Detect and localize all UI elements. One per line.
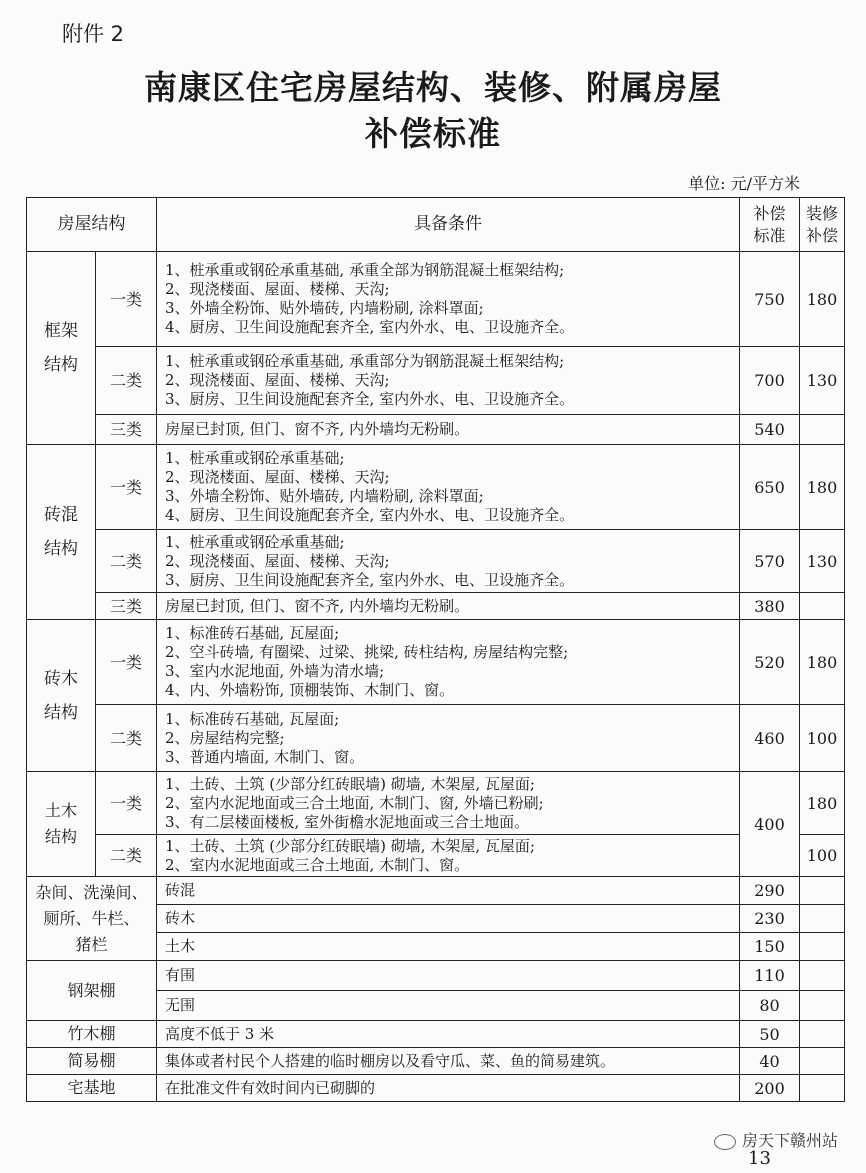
table-row xyxy=(27,961,845,991)
class-label: 二类 xyxy=(96,705,157,772)
decoration-value-empty xyxy=(800,1021,845,1048)
decoration-value: 180 xyxy=(800,772,845,835)
category-brick-wood: 砖木 结构 xyxy=(27,620,96,772)
decoration-value-empty xyxy=(800,991,845,1021)
table-row xyxy=(27,1048,845,1075)
category-simple-shed: 简易棚 xyxy=(27,1048,157,1075)
conditions-cell: 1、桩承重或钢砼承重基础, 承重全部为钢筋混凝土框架结构; 2、现浇楼面、屋面、楼梯、天沟; 3、外墙全粉饰、贴外墙砖, 内墙粉刷, 涂料罩面; 4、厨房、卫生间设施配套齐全, 室内外水、电、卫设施齐全。 xyxy=(157,252,740,347)
conditions-cell: 房屋已封顶, 但门、窗不齐, 内外墙均无粉刷。 xyxy=(157,415,740,445)
conditions-cell: 1、标准砖石基础, 瓦屋面; 2、房屋结构完整; 3、普通内墙面, 木制门、窗。 xyxy=(157,705,740,772)
decoration-value-empty xyxy=(800,1048,845,1075)
decoration-value: 180 xyxy=(800,620,845,705)
compensation-value: 200 xyxy=(740,1075,800,1102)
category-auxiliary: 杂间、洗澡间、 厕所、牛栏、 猪栏 xyxy=(27,877,157,961)
category-frame: 框架 结构 xyxy=(27,252,96,445)
decoration-value: 130 xyxy=(800,347,845,415)
conditions-cell: 砖木 xyxy=(157,905,740,933)
decoration-value: 100 xyxy=(800,705,845,772)
compensation-value: 150 xyxy=(740,933,800,961)
conditions-cell: 有围 xyxy=(157,961,740,991)
table-row xyxy=(27,445,845,530)
class-label: 三类 xyxy=(96,593,157,620)
decoration-value-empty xyxy=(800,961,845,991)
compensation-table xyxy=(26,197,845,1102)
header-conditions: 具备条件 xyxy=(157,198,740,252)
compensation-value: 230 xyxy=(740,905,800,933)
compensation-value: 520 xyxy=(740,620,800,705)
conditions-cell: 在批准文件有效时间内已砌脚的 xyxy=(157,1075,740,1102)
class-label: 一类 xyxy=(96,772,157,835)
compensation-value: 460 xyxy=(740,705,800,772)
class-label: 二类 xyxy=(96,835,157,877)
conditions-cell: 房屋已封顶, 但门、窗不齐, 内外墙均无粉刷。 xyxy=(157,593,740,620)
compensation-value: 80 xyxy=(740,991,800,1021)
compensation-value: 750 xyxy=(740,252,800,347)
conditions-cell: 高度不低于 3 米 xyxy=(157,1021,740,1048)
decoration-value: 180 xyxy=(800,445,845,530)
compensation-value: 570 xyxy=(740,530,800,593)
class-label: 二类 xyxy=(96,530,157,593)
table-row xyxy=(27,530,845,593)
decoration-value-empty xyxy=(800,593,845,620)
attachment-label: 附件 2 xyxy=(62,22,125,46)
header-compensation: 补偿 标准 xyxy=(740,198,800,252)
table-row xyxy=(27,877,845,905)
conditions-cell: 集体或者村民个人搭建的临时棚房以及看守瓜、菜、鱼的简易建筑。 xyxy=(157,1048,740,1075)
compensation-value: 380 xyxy=(740,593,800,620)
table-row xyxy=(27,705,845,772)
header-structure: 房屋结构 xyxy=(27,198,157,252)
compensation-value: 650 xyxy=(740,445,800,530)
decoration-value-empty xyxy=(800,877,845,905)
conditions-cell: 无围 xyxy=(157,991,740,1021)
document-title-line2: 补偿标准 xyxy=(365,114,501,153)
compensation-value: 700 xyxy=(740,347,800,415)
decoration-value: 130 xyxy=(800,530,845,593)
header-decoration: 装修 补偿 xyxy=(800,198,845,252)
compensation-value: 540 xyxy=(740,415,800,445)
table-row xyxy=(27,620,845,705)
class-label: 一类 xyxy=(96,620,157,705)
table-row xyxy=(27,835,845,877)
table-row xyxy=(27,415,845,445)
conditions-cell: 土木 xyxy=(157,933,740,961)
table-row xyxy=(27,347,845,415)
table-row xyxy=(27,1021,845,1048)
compensation-value: 40 xyxy=(740,1048,800,1075)
document-title: 南康区住宅房屋结构、装修、附属房屋 xyxy=(144,68,722,107)
unit-label: 单位: 元/平方米 xyxy=(688,174,800,193)
category-earth-wood: 土木 结构 xyxy=(27,772,96,877)
table-row xyxy=(27,593,845,620)
category-bamboo-shed: 竹木棚 xyxy=(27,1021,157,1048)
table-row xyxy=(27,772,845,835)
decoration-value-empty xyxy=(800,1075,845,1102)
decoration-value-empty xyxy=(800,415,845,445)
compensation-value: 50 xyxy=(740,1021,800,1048)
conditions-cell: 1、桩承重或钢砼承重基础; 2、现浇楼面、屋面、楼梯、天沟; 3、外墙全粉饰、贴外墙砖, 内墙粉刷, 涂料罩面; 4、厨房、卫生间设施配套齐全, 室内外水、电、卫设施齐全。 xyxy=(157,445,740,530)
watermark: 房天下赣州站 xyxy=(714,1128,838,1151)
conditions-cell: 1、桩承重或钢砼承重基础, 承重部分为钢筋混凝土框架结构; 2、现浇楼面、屋面、楼梯、天沟; 3、厨房、卫生间设施配套齐全, 室内外水、电、卫设施齐全。 xyxy=(157,347,740,415)
table-row xyxy=(27,1075,845,1102)
compensation-value: 290 xyxy=(740,877,800,905)
class-label: 三类 xyxy=(96,415,157,445)
decoration-value-empty xyxy=(800,905,845,933)
class-label: 一类 xyxy=(96,252,157,347)
conditions-cell: 1、桩承重或钢砼承重基础; 2、现浇楼面、屋面、楼梯、天沟; 3、厨房、卫生间设施配套齐全, 室内外水、电、卫设施齐全。 xyxy=(157,530,740,593)
table-row xyxy=(27,252,845,347)
compensation-value: 110 xyxy=(740,961,800,991)
decoration-value-empty xyxy=(800,933,845,961)
conditions-cell: 砖混 xyxy=(157,877,740,905)
wechat-icon xyxy=(714,1134,736,1150)
decoration-value: 180 xyxy=(800,252,845,347)
table-header-row xyxy=(27,198,845,252)
conditions-cell: 1、土砖、土筑 (少部分红砖眠墙) 砌墙, 木架屋, 瓦屋面; 2、室内水泥地面或三合土地面, 木制门、窗, 外墙已粉刷; 3、有二层楼面楼板, 室外街檐水泥地面或三合土地面。 xyxy=(157,772,740,835)
conditions-cell: 1、土砖、土筑 (少部分红砖眠墙) 砌墙, 木架屋, 瓦屋面; 2、室内水泥地面或三合土地面, 木制门、窗。 xyxy=(157,835,740,877)
category-brick-concrete: 砖混 结构 xyxy=(27,445,96,620)
compensation-value: 400 xyxy=(740,772,800,877)
category-homestead: 宅基地 xyxy=(27,1075,157,1102)
page-number: 13 xyxy=(748,1148,771,1169)
category-steel-shed: 钢架棚 xyxy=(27,961,157,1021)
decoration-value: 100 xyxy=(800,835,845,877)
class-label: 一类 xyxy=(96,445,157,530)
conditions-cell: 1、标准砖石基础, 瓦屋面; 2、空斗砖墙, 有圈梁、过梁、挑梁, 砖柱结构, 房屋结构完整; 3、室内水泥地面, 外墙为清水墙; 4、内、外墙粉饰, 顶棚装饰、木制门、窗。 xyxy=(157,620,740,705)
class-label: 二类 xyxy=(96,347,157,415)
